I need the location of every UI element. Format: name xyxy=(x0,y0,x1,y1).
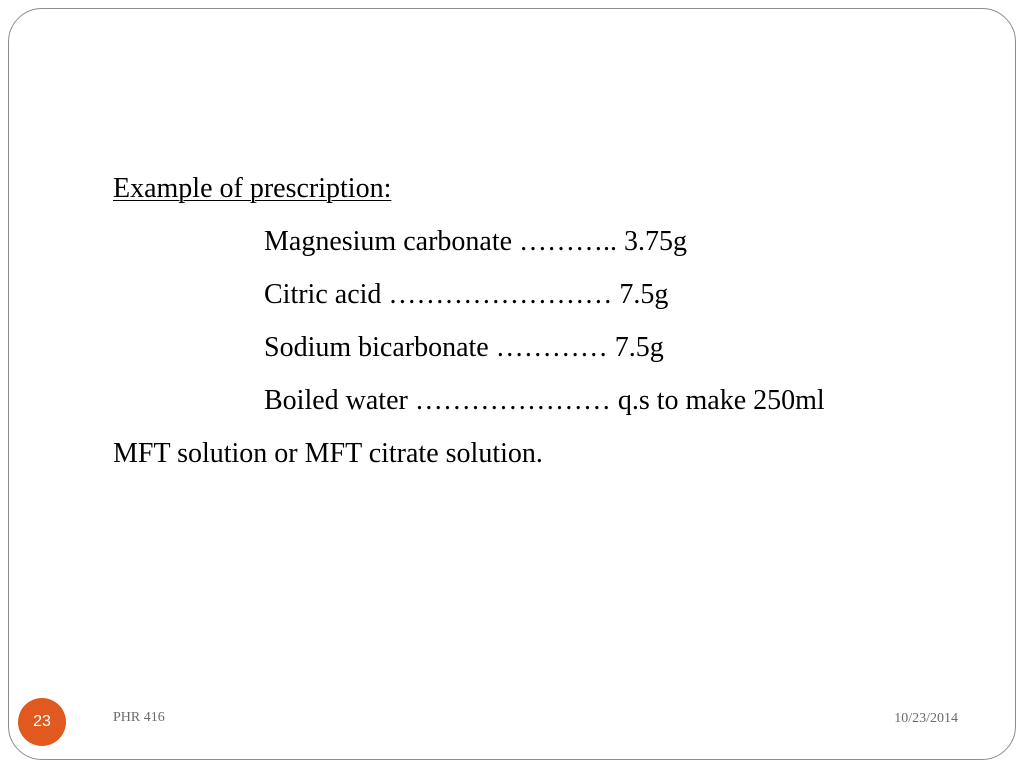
ingredient-citric-acid: Citric acid …………………… 7.5g xyxy=(264,279,669,310)
slide-body xyxy=(113,170,825,488)
footer-course-code: PHR 416 xyxy=(113,710,165,725)
ingredient-boiled-water: Boiled water ………………… q.s to make 250ml xyxy=(264,385,825,416)
page-number-badge: 23 xyxy=(18,698,66,746)
solution-note: MFT solution or MFT citrate solution. xyxy=(113,438,543,469)
ingredient-sodium-bicarbonate: Sodium bicarbonate ………… 7.5g xyxy=(264,332,664,363)
prescription-heading: Example of prescription: xyxy=(113,173,392,204)
ingredient-magnesium-carbonate: Magnesium carbonate ……….. 3.75g xyxy=(264,226,688,257)
footer-date: 10/23/2014 xyxy=(894,711,958,726)
